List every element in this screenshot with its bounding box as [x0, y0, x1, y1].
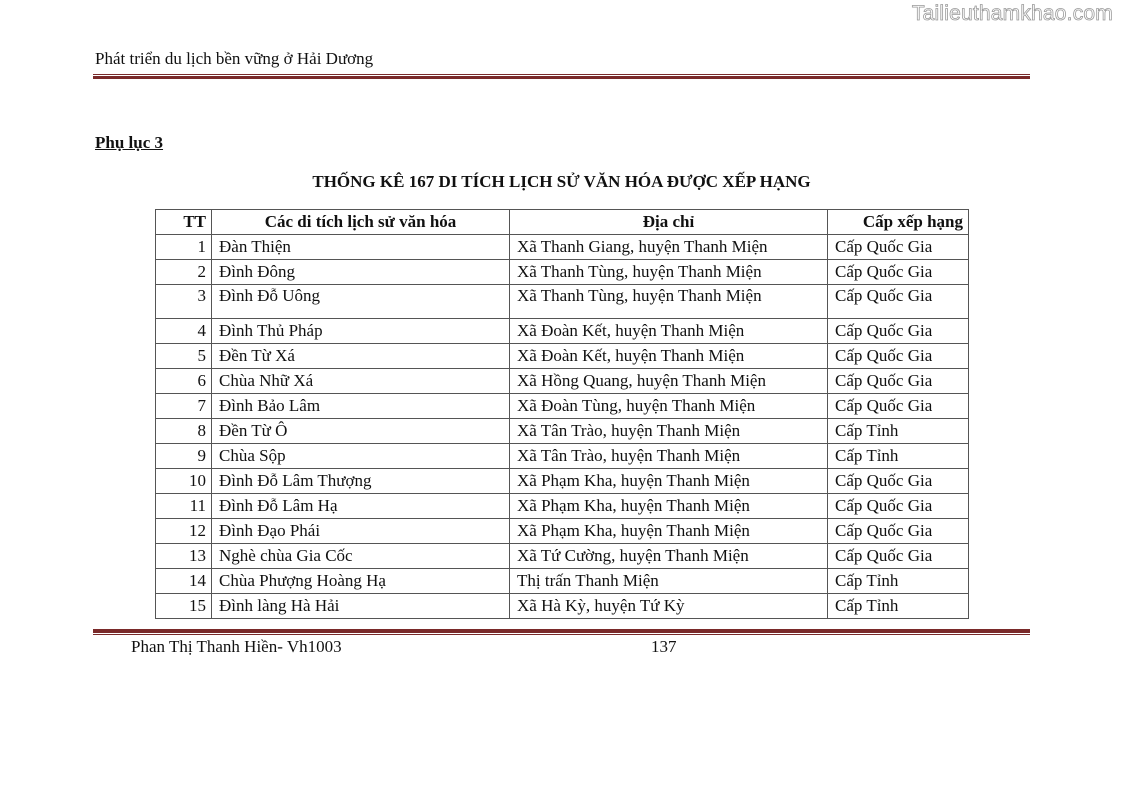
column-header-rank: Cấp xếp hạng — [828, 210, 969, 235]
cell-tt: 5 — [156, 344, 212, 369]
cell-rank: Cấp Quốc Gia — [828, 235, 969, 260]
cell-tt: 7 — [156, 394, 212, 419]
table-row — [156, 519, 969, 544]
cell-name: Đình Thủ Pháp — [212, 319, 510, 344]
cell-rank: Cấp Quốc Gia — [828, 369, 969, 394]
table-row — [156, 419, 969, 444]
cell-tt: 14 — [156, 569, 212, 594]
footer-divider — [93, 629, 1030, 635]
cell-name: Đình Bảo Lâm — [212, 394, 510, 419]
cell-name: Đền Từ Xá — [212, 344, 510, 369]
table-row — [156, 285, 969, 319]
cell-rank: Cấp Quốc Gia — [828, 394, 969, 419]
table-row — [156, 394, 969, 419]
table-row — [156, 494, 969, 519]
cell-name: Đình Đỗ Lâm Thượng — [212, 469, 510, 494]
cell-address: Xã Tứ Cường, huyện Thanh Miện — [510, 544, 828, 569]
watermark: Tailieuthamkhao.com — [911, 2, 1113, 25]
cell-address: Xã Tân Trào, huyện Thanh Miện — [510, 444, 828, 469]
cell-rank: Cấp Tỉnh — [828, 444, 969, 469]
cell-name: Đàn Thiện — [212, 235, 510, 260]
cell-address: Xã Phạm Kha, huyện Thanh Miện — [510, 494, 828, 519]
document-title: THỐNG KÊ 167 DI TÍCH LỊCH SỬ VĂN HÓA ĐƯỢC XẾP HẠNG — [312, 172, 811, 191]
cell-tt: 1 — [156, 235, 212, 260]
cell-name: Đền Từ Ô — [212, 419, 510, 444]
cell-address: Xã Phạm Kha, huyện Thanh Miện — [510, 469, 828, 494]
table-row — [156, 319, 969, 344]
cell-name: Đình làng Hà Hải — [212, 594, 510, 619]
cell-rank: Cấp Quốc Gia — [828, 469, 969, 494]
cell-name: Đình Đỗ Lâm Hạ — [212, 494, 510, 519]
cell-rank: Cấp Quốc Gia — [828, 494, 969, 519]
cell-tt: 6 — [156, 369, 212, 394]
cell-name: Chùa Nhữ Xá — [212, 369, 510, 394]
footer-author: Phan Thị Thanh Hiền- Vh1003 — [131, 637, 342, 656]
cell-tt: 2 — [156, 260, 212, 285]
cell-tt: 11 — [156, 494, 212, 519]
cell-name: Chùa Phượng Hoàng Hạ — [212, 569, 510, 594]
table-row — [156, 544, 969, 569]
table-row — [156, 469, 969, 494]
table-row — [156, 569, 969, 594]
heritage-sites-table — [155, 209, 969, 619]
cell-tt: 4 — [156, 319, 212, 344]
cell-name: Nghè chùa Gia Cốc — [212, 544, 510, 569]
appendix-label: Phụ lục 3 — [95, 133, 164, 152]
cell-rank: Cấp Quốc Gia — [828, 260, 969, 285]
page-number: 137 — [651, 637, 677, 656]
cell-address: Xã Đoàn Tùng, huyện Thanh Miện — [510, 394, 828, 419]
cell-tt: 8 — [156, 419, 212, 444]
cell-tt: 10 — [156, 469, 212, 494]
cell-tt: 13 — [156, 544, 212, 569]
cell-rank: Cấp Tỉnh — [828, 569, 969, 594]
cell-address: Xã Phạm Kha, huyện Thanh Miện — [510, 519, 828, 544]
cell-address: Xã Đoàn Kết, huyện Thanh Miện — [510, 319, 828, 344]
cell-name: Đình Đạo Phái — [212, 519, 510, 544]
cell-name: Đình Đông — [212, 260, 510, 285]
table-row — [156, 444, 969, 469]
cell-address: Xã Thanh Tùng, huyện Thanh Miện — [510, 285, 828, 319]
cell-address: Xã Hồng Quang, huyện Thanh Miện — [510, 369, 828, 394]
table-row — [156, 369, 969, 394]
cell-rank: Cấp Tỉnh — [828, 419, 969, 444]
table-row — [156, 260, 969, 285]
cell-address: Xã Thanh Tùng, huyện Thanh Miện — [510, 260, 828, 285]
running-header-title: Phát triển du lịch bền vững ở Hải Dương — [95, 49, 374, 68]
cell-rank: Cấp Tỉnh — [828, 594, 969, 619]
header-divider — [93, 74, 1030, 79]
cell-rank: Cấp Quốc Gia — [828, 344, 969, 369]
column-header-tt: TT — [156, 210, 212, 235]
column-header-address: Địa chỉ — [510, 210, 828, 235]
cell-address: Thị trấn Thanh Miện — [510, 569, 828, 594]
table-header-row — [156, 210, 969, 235]
column-header-name: Các di tích lịch sử văn hóa — [212, 210, 510, 235]
cell-rank: Cấp Quốc Gia — [828, 285, 969, 319]
cell-tt: 12 — [156, 519, 212, 544]
cell-address: Xã Đoàn Kết, huyện Thanh Miện — [510, 344, 828, 369]
cell-name: Đình Đỗ Uông — [212, 285, 510, 319]
cell-rank: Cấp Quốc Gia — [828, 519, 969, 544]
cell-address: Xã Tân Trào, huyện Thanh Miện — [510, 419, 828, 444]
cell-rank: Cấp Quốc Gia — [828, 544, 969, 569]
cell-tt: 9 — [156, 444, 212, 469]
table-row — [156, 235, 969, 260]
cell-rank: Cấp Quốc Gia — [828, 319, 969, 344]
cell-tt: 3 — [156, 285, 212, 319]
cell-address: Xã Thanh Giang, huyện Thanh Miện — [510, 235, 828, 260]
cell-tt: 15 — [156, 594, 212, 619]
cell-name: Chùa Sộp — [212, 444, 510, 469]
table-row — [156, 594, 969, 619]
cell-address: Xã Hà Kỳ, huyện Tứ Kỳ — [510, 594, 828, 619]
table-row — [156, 344, 969, 369]
